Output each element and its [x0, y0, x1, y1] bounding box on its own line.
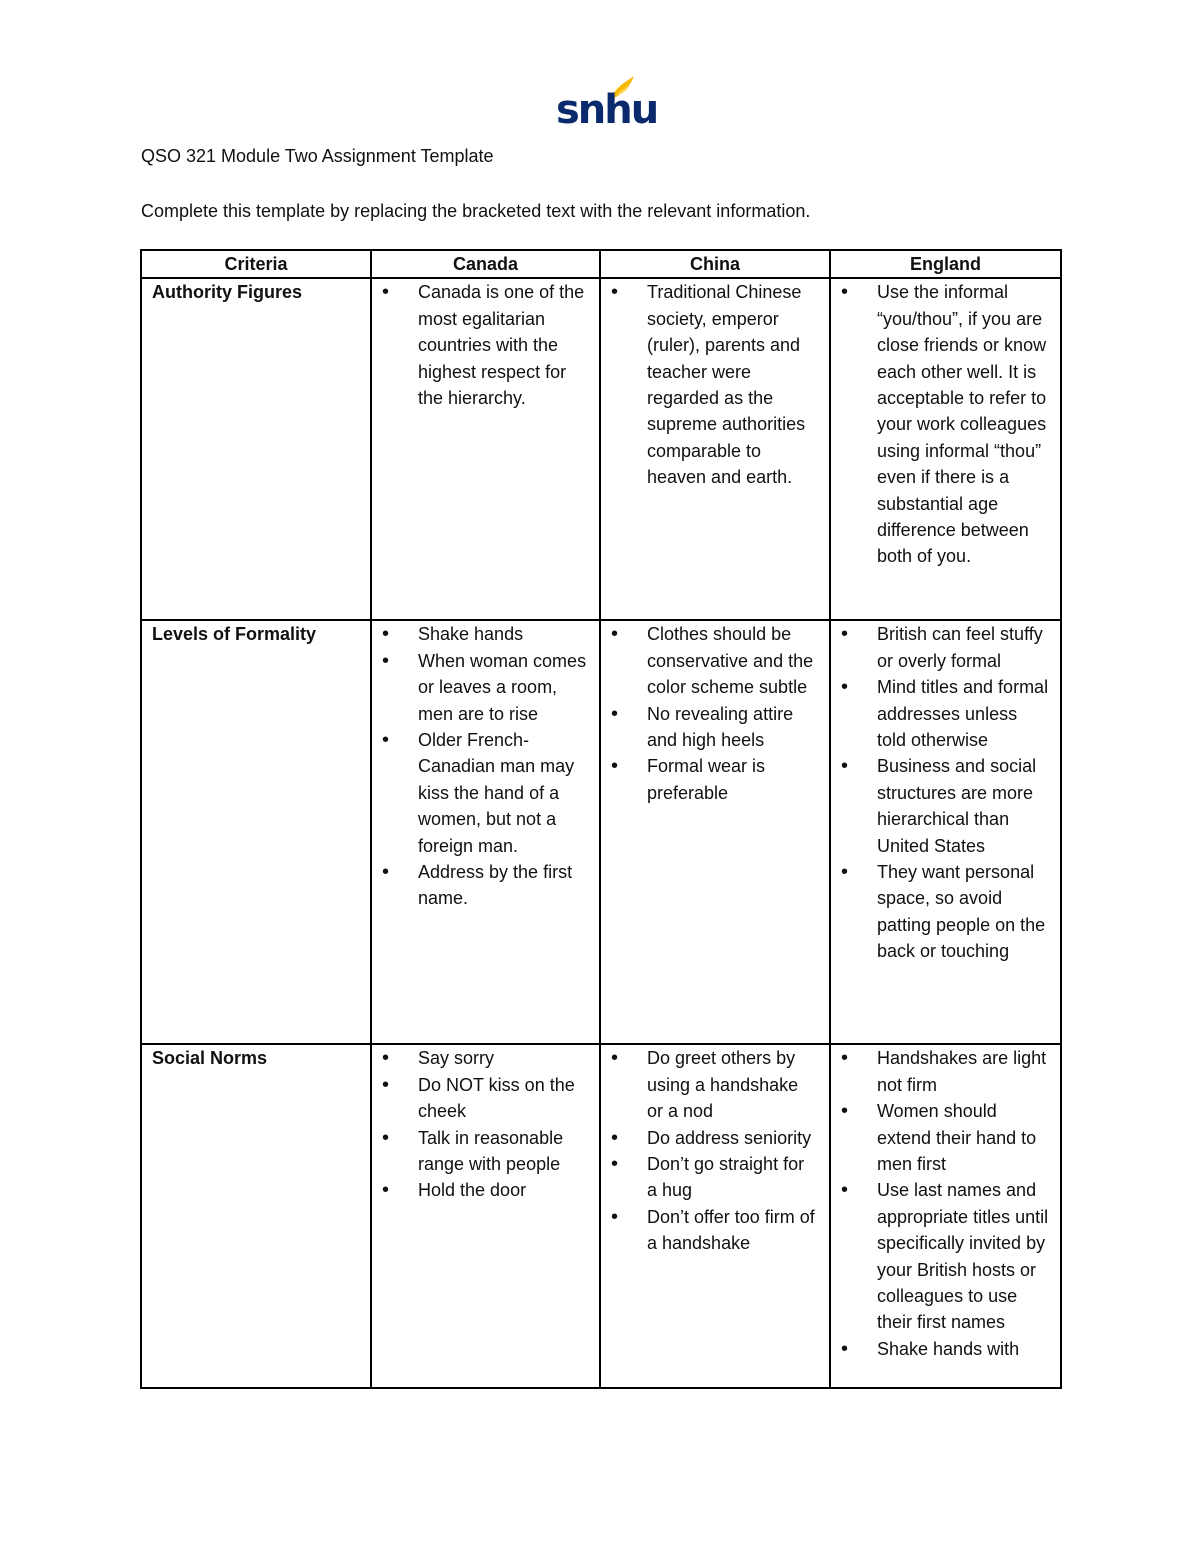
header-england: England	[830, 250, 1061, 278]
list-item: • Hold the door	[382, 1177, 589, 1203]
list-item: • Don’t offer too firm of a handshake	[611, 1204, 819, 1257]
list-item: • Use last names and appropriate titles until specifically invited by your British hosts or colleagues to use their first names	[841, 1177, 1050, 1335]
list-item: • Address by the first name.	[382, 859, 589, 912]
china-cell	[600, 620, 830, 1044]
list-item: • Business and social structures are more hierarchical than United States	[841, 753, 1050, 859]
list-item: • Women should extend their hand to men first	[841, 1098, 1050, 1177]
list-item: • Do NOT kiss on the cheek	[382, 1072, 589, 1125]
list-item: • Shake hands	[382, 621, 589, 647]
list-item: • Older French-Canadian man may kiss the hand of a women, but not a foreign man.	[382, 727, 589, 859]
list-item: • Mind titles and formal addresses unless told otherwise	[841, 674, 1050, 753]
england-cell	[830, 278, 1061, 620]
table-row	[141, 620, 1061, 1044]
list-item: • They want personal space, so avoid patting people on the back or touching	[841, 859, 1050, 965]
list-item: • No revealing attire and high heels	[611, 701, 819, 754]
table-row	[141, 278, 1061, 620]
china-cell	[600, 1044, 830, 1388]
canada-cell	[371, 1044, 600, 1388]
snhu-logo	[556, 74, 658, 133]
canada-cell	[371, 620, 600, 1044]
list-item: • Do greet others by using a handshake or a nod	[611, 1045, 819, 1124]
list-item: • Don’t go straight for a hug	[611, 1151, 819, 1204]
list-item: • Clothes should be conservative and the color scheme subtle	[611, 621, 819, 700]
canada-cell	[371, 278, 600, 620]
list-item: • Canada is one of the most egalitarian countries with the highest respect for the hierarchy.	[382, 279, 589, 411]
header-criteria: Criteria	[141, 250, 371, 278]
logo-wordmark: snhu	[556, 87, 658, 133]
list-item: • Do address seniority	[611, 1125, 819, 1151]
header-china: China	[600, 250, 830, 278]
criteria-table	[140, 249, 1062, 1389]
england-cell	[830, 1044, 1061, 1388]
list-item: • Shake hands with	[841, 1336, 1050, 1362]
header-canada: Canada	[371, 250, 600, 278]
instructions-text: Complete this template by replacing the bracketed text with the relevant information.	[141, 201, 811, 221]
list-item: • Traditional Chinese society, emperor (ruler), parents and teacher were regarded as the supreme authorities comparable to heaven and earth.	[611, 279, 819, 490]
list-item: • Say sorry	[382, 1045, 589, 1071]
list-item: • Formal wear is preferable	[611, 753, 819, 806]
list-item: • British can feel stuffy or overly formal	[841, 621, 1050, 674]
page-title: QSO 321 Module Two Assignment Template	[141, 146, 494, 166]
england-cell	[830, 620, 1061, 1044]
criteria-cell: Social Norms	[141, 1044, 371, 1388]
list-item: • When woman comes or leaves a room, men are to rise	[382, 648, 589, 727]
table-row	[141, 1044, 1061, 1388]
criteria-cell: Authority Figures	[141, 278, 371, 620]
criteria-cell: Levels of Formality	[141, 620, 371, 1044]
china-cell	[600, 278, 830, 620]
list-item: • Talk in reasonable range with people	[382, 1125, 589, 1178]
list-item: • Handshakes are light not firm	[841, 1045, 1050, 1098]
list-item: • Use the informal “you/thou”, if you are close friends or know each other well. It is acceptable to refer to your work colleagues using informal “thou” even if there is a substantial age difference between both of you.	[841, 279, 1050, 569]
table-header-row	[141, 250, 1061, 278]
